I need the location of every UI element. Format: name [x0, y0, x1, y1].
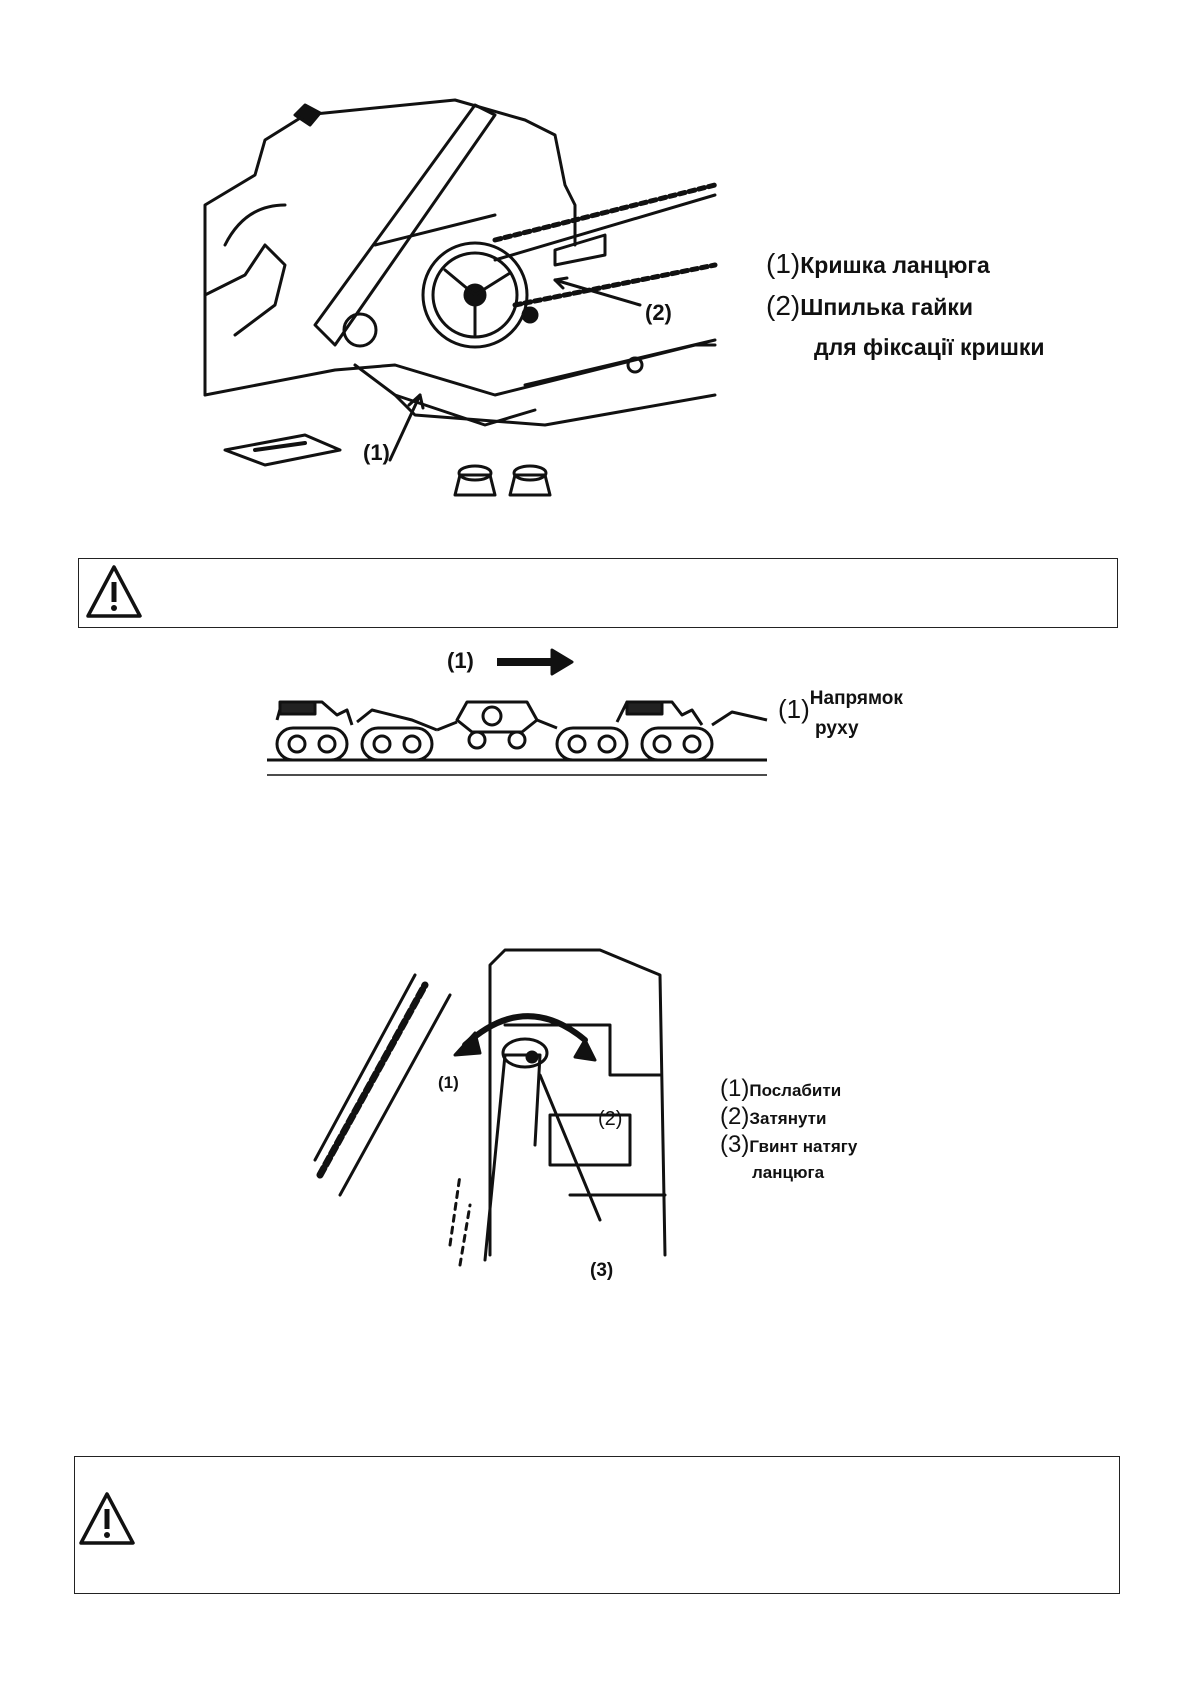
chain-illustration: [262, 640, 782, 785]
legend-label: для фіксації кришки: [814, 334, 1045, 360]
figure3-legend: [720, 1075, 960, 1195]
figure1-legend: [766, 248, 1186, 368]
figure2-legend: [778, 688, 998, 768]
figure1-callout-2: (2): [645, 300, 672, 325]
legend-number: (1): [778, 694, 810, 724]
figure-chain-cover: [195, 95, 765, 520]
legend-label: Гвинт натягу: [749, 1137, 858, 1156]
legend-item-3-cont: [752, 1163, 824, 1183]
legend-item-2: [720, 1103, 826, 1131]
warning-triangle-icon: [84, 562, 144, 622]
figure-chain-direction: [262, 640, 782, 785]
legend-number: (2): [720, 1103, 750, 1130]
legend-label: Напрямок: [809, 688, 903, 709]
legend-item-1: [766, 248, 990, 280]
chainsaw-cover-illustration: [195, 95, 765, 520]
warning-box-1: [78, 558, 1118, 628]
figure-chain-tension: [310, 945, 670, 1290]
figure3-callout-1: (1): [438, 1073, 459, 1092]
legend-item-2-cont: [814, 334, 1045, 361]
legend-label: ланцюга: [752, 1163, 825, 1182]
legend-number: (3): [720, 1131, 750, 1158]
warning-triangle-icon: [77, 1489, 137, 1549]
legend-label: Затянути: [749, 1109, 827, 1128]
legend-item-2: [766, 290, 973, 322]
legend-number: (2): [766, 290, 801, 321]
legend-label: Послабити: [749, 1081, 842, 1100]
legend-item-3: [720, 1131, 857, 1159]
figure3-callout-2: (2): [598, 1108, 623, 1130]
figure1-callout-1: (1): [363, 440, 390, 465]
legend-item-1: [720, 1075, 841, 1103]
warning-box-2: [74, 1456, 1120, 1594]
legend-label: Кришка ланцюга: [800, 252, 990, 278]
legend-number: (1): [720, 1075, 750, 1102]
figure2-callout-1: (1): [447, 648, 474, 673]
figure3-callout-3: (3): [590, 1260, 614, 1281]
legend-item-1-cont: [815, 718, 859, 740]
legend-label: Шпилька гайки: [800, 294, 973, 320]
legend-number: (1): [766, 248, 801, 279]
legend-label: руху: [815, 718, 859, 739]
